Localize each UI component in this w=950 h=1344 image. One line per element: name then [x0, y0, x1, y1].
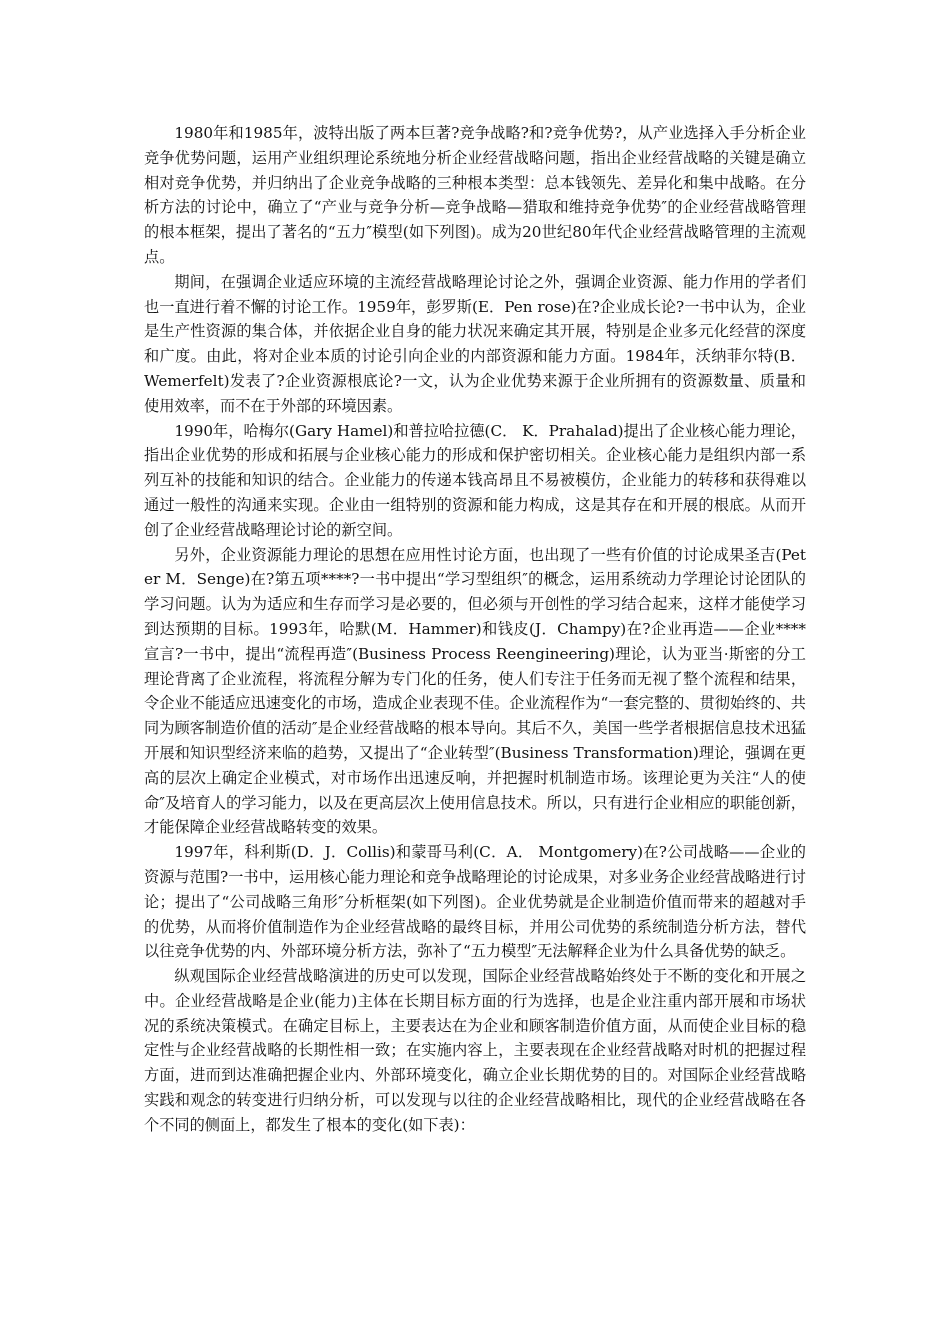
document-body	[144, 121, 806, 1138]
paragraph-learning-organization: 另外，企业资源能力理论的思想在应用性讨论方面，也出现了一些有价值的讨论成果圣吉(Peter M．Senge)在?第五项****?一书中提出“学习型组织″的概念，运用系统动力学理论讨论团队的学习问题。认为为适应和生存而学习是必要的，但必须与开创性的学习结合起来，这样才能使学习到达预期的目标。1993年，哈默(M．Hammer)和钱皮(J．Champy)在?企业再造——企业****宣言?一书中，提出“流程再造″(Business Process Reengineering)理论，认为亚当·斯密的分工理论背离了企业流程，将流程分解为专门化的任务，使人们专注于任务而无视了整个流程和结果，令企业不能适应迅速变化的市场，造成企业表现不佳。企业流程作为“一套完整的、贯彻始终的、共同为顾客制造价值的活动″是企业经营战略的根本导向。其后不久，美国一些学者根据信息技术迅猛开展和知识型经济来临的趋势，又提出了“企业转型″(Business Transformation)理论，强调在更高的层次上确定企业模式，对市场作出迅速反响，并把握时机制造市场。该理论更为关注“人的使命″及培育人的学习能力，以及在更高层次上使用信息技术。所以，只有进行企业相应的职能创新，才能保障企业经营战略转变的效果。	[144, 545, 806, 837]
paragraph-corporate-strategy: 1997年，科利斯(D．J．Collis)和蒙哥马利(C．A． Montgomery)在?公司战略——企业的资源与范围?一书中，运用核心能力理论和竞争战略理论的讨论成果，对多业务企业经营战略进行讨论；提出了“公司战略三角形″分析框架(如下列图)。企业优势就是企业制造价值而带来的超越对手的优势，从而将价值制造作为企业经营战略的最终目标，并用公司优势的系统制造分析方法，替代以往竞争优势的内、外部环境分析方法，弥补了“五力模型″无法解释企业为什么具备优势的缺乏。	[144, 843, 806, 961]
paragraph-summary: 纵观国际企业经营战略演进的历史可以发现，国际企业经营战略始终处于不断的变化和开展之中。企业经营战略是企业(能力)主体在长期目标方面的行为选择，也是企业注重内部开展和市场状况的系统决策模式。在确定目标上，主要表达在为企业和顾客制造价值方面，从而使企业目标的稳定性与企业经营战略的长期性相一致；在实施内容上，主要表现在企业经营战略对时机的把握过程方面，进而到达准确把握企业内、外部环境变化，确立企业长期优势的目的。对国际企业经营战略实践和观念的转变进行归纳分析，可以发现与以往的企业经营战略相比，现代的企业经营战略在各个不同的侧面上，都发生了根本的变化(如下表)：	[144, 967, 806, 1134]
paragraph-porter: 1980年和1985年，波特出版了两本巨著?竞争战略?和?竞争优势?，从产业选择入手分析企业竞争优势问题，运用产业组织理论系统地分析企业经营战略问题，指出企业经营战略的关键是确立相对竞争优势，并归纳出了企业竞争战略的三种根本类型：总本钱领先、差异化和集中战略。在分析方法的讨论中，确立了“产业与竞争分析—竞争战略—猎取和维持竞争优势″的企业经营战略管理的根本框架，提出了著名的“五力″模型(如下列图)。成为20世纪80年代企业经营战略管理的主流观点。	[144, 124, 806, 266]
paragraph-resource-theory: 期间，在强调企业适应环境的主流经营战略理论讨论之外，强调企业资源、能力作用的学者们也一直进行着不懈的讨论工作。1959年，彭罗斯(E．Pen rose)在?企业成长论?一书中认为，企业是生产性资源的集合体，并依据企业自身的能力状况来确定其开展，特别是企业多元化经营的深度和广度。由此，将对企业本质的讨论引向企业的内部资源和能力方面。1984年，沃纳菲尔特(B．Wemerfelt)发表了?企业资源根底论?一文，认为企业优势来源于企业所拥有的资源数量、质量和使用效率，而不在于外部的环境因素。	[144, 272, 806, 415]
paragraph-core-competence: 1990年，哈梅尔(Gary Hamel)和普拉哈拉德(C． K．Prahalad)提出了企业核心能力理论，指出企业优势的形成和拓展与企业核心能力的形成和保护密切相关。企业核心能力是组织内部一系列互补的技能和知识的结合。企业能力的传递本钱高昂且不易被模仿，企业能力的转移和获得难以通过一般性的沟通来实现。企业由一组特别的资源和能力构成，这是其存在和开展的根底。从而开创了企业经营战略理论讨论的新空间。	[144, 421, 806, 539]
